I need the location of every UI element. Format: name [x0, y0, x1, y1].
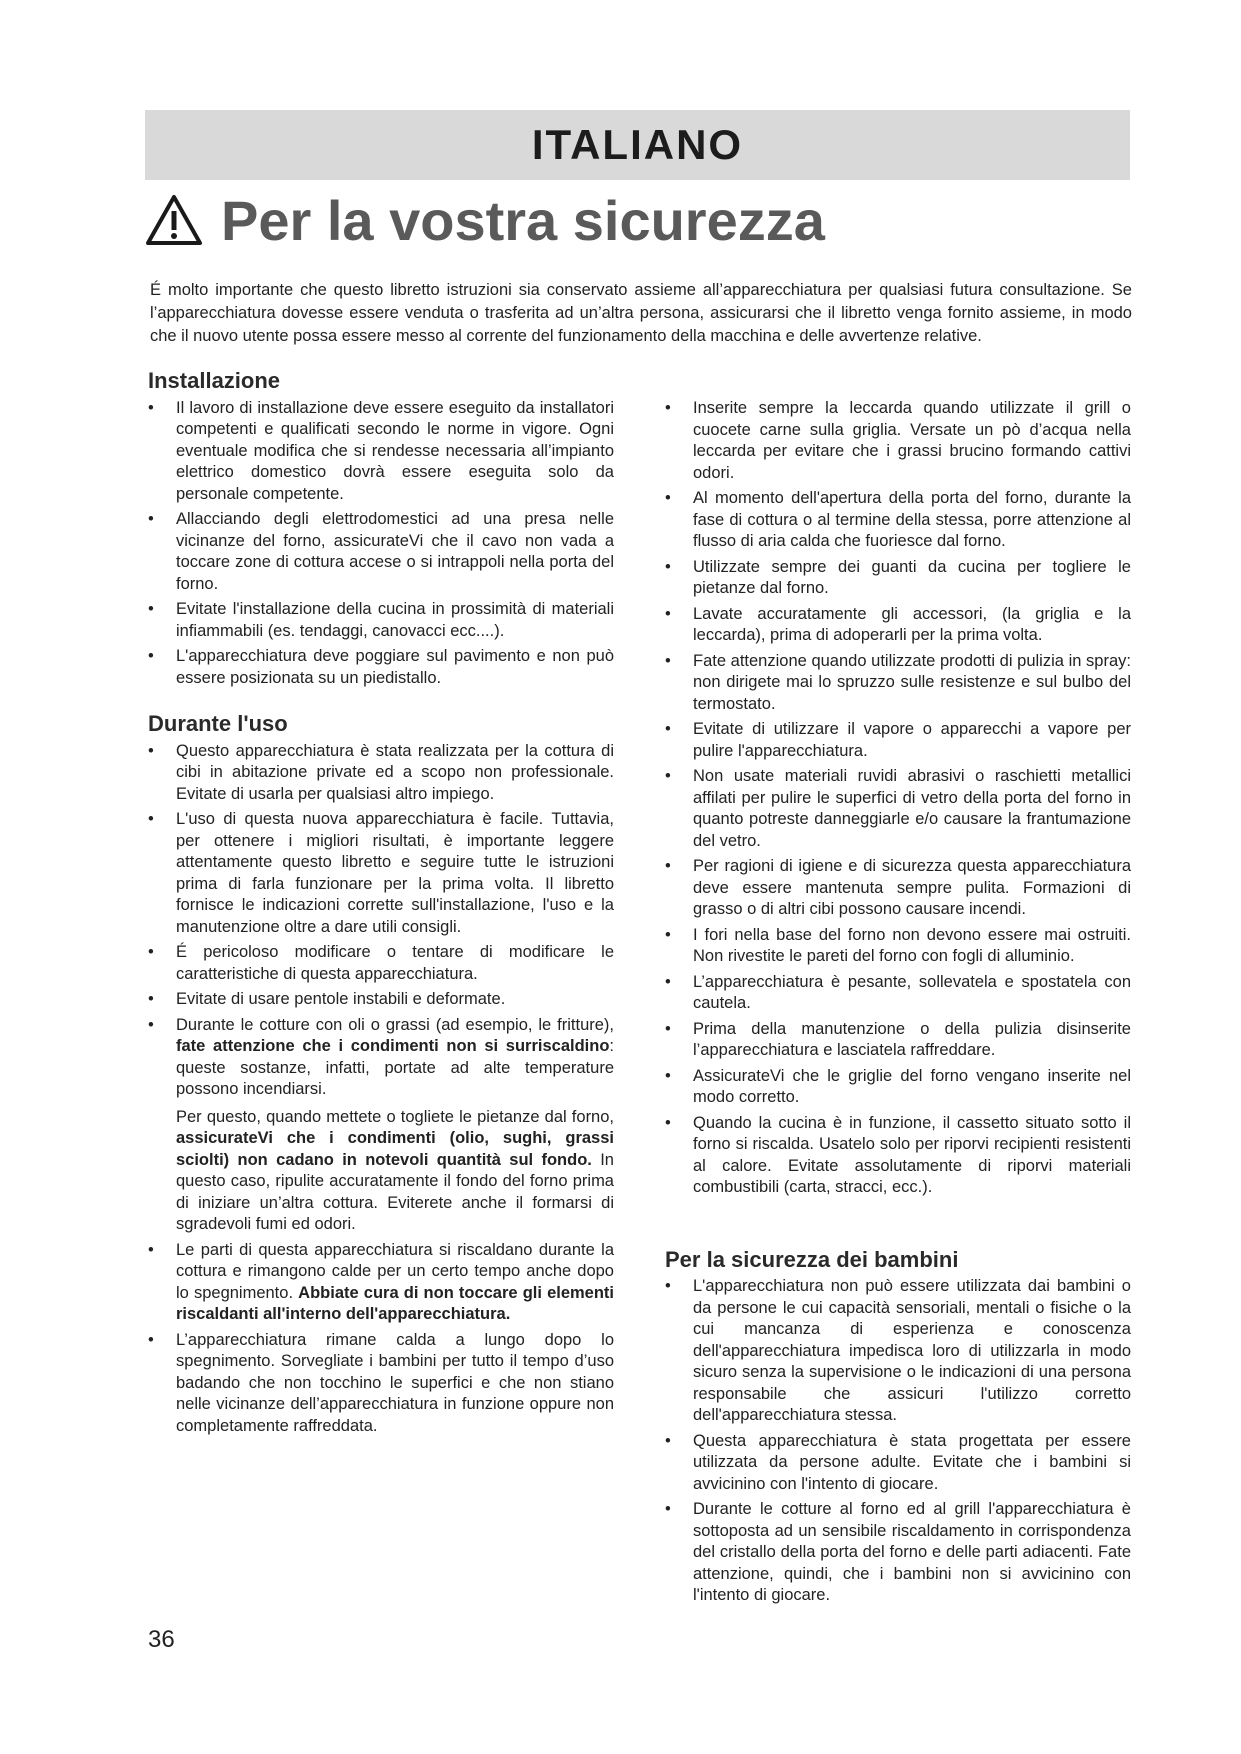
- list-item-hot: [148, 1240, 614, 1326]
- page-number: 36: [148, 1626, 175, 1653]
- list-item: • Prima della manutenzione o della pulizia disinserite l’apparecchiatura e lasciatela raffreddare.: [665, 1019, 1131, 1062]
- list-item: • Fate attenzione quando utilizzate prodotti di pulizia in spray: non dirigete mai lo spruzzo sulle resistenze e sul bulbo del termostato.: [665, 651, 1131, 716]
- list-item: • Il lavoro di installazione deve essere eseguito da installatori competenti e qualificati secondo le norme in vigore. Ogni eventuale modifica che si rendesse necessaria all’impianto elettrico domestico dovrà essere eseguita solo da personale competente.: [148, 398, 614, 506]
- uso-heading: Durante l'uso: [148, 711, 288, 736]
- left-column: [148, 370, 614, 1461]
- uso-list-continued: [665, 398, 1131, 1199]
- page-headline: [145, 185, 825, 255]
- list-item: • Utilizzate sempre dei guanti da cucina per togliere le pietanze dal forno.: [665, 557, 1131, 600]
- hot-text: Le parti di questa apparecchiatura si riscaldano durante la cottura e rimangono calde per un certo tempo anche dopo lo spegnimento.: [176, 1240, 614, 1302]
- bambini-section: [665, 1246, 1131, 1607]
- list-item: • Allacciando degli elettrodomestici ad una presa nelle vicinanze del forno, assicurateVi che il cavo non vada a toccare zone di cottura accese o si intrappoli nella porta del forno.: [148, 509, 614, 595]
- installazione-list: [148, 398, 614, 690]
- intro-paragraph: É molto importante che questo libretto istruzioni sia conservato assieme all’apparecchiatura per qualsiasi futura consultazione. Se l’apparecchiatura dovesse essere venduta o trasferita ad un’altra persona, assicurarsi che il libretto venga fornito assieme, in modo che il nuovo utente possa essere messo al corrente del funzionamento della macchina e delle avvertenze relative.: [150, 280, 1132, 345]
- list-item: • L’apparecchiatura è pesante, sollevatela e spostatela con cautela.: [665, 972, 1131, 1015]
- list-item: • L’apparecchiatura rimane calda a lungo dopo lo spegnimento. Sorvegliate i bambini per tutto il tempo d’uso badando che non tocchino le superfici e che non stiano nelle vicinanze dell’apparecchiatura in funzione oppure non completamente raffreddata.: [148, 1330, 614, 1438]
- bambini-list: [665, 1276, 1131, 1607]
- hot-warning: Abbiate cura di non toccare gli elementi riscaldanti all'interno dell'apparecchiatura.: [176, 1283, 615, 1323]
- warning-icon: [145, 194, 203, 246]
- list-item: • L'apparecchiatura non può essere utilizzata dai bambini o da persone le cui capacità sensoriali, mentali o fisiche o la cui mancanza di esperienza e conoscenza dell'apparecchiatura impedisca loro di utilizzarla in modo sicuro senza la supervisione o le indicazioni di una persona responsabile che assicuri l'utilizzo corretto dell'apparecchiatura stessa.: [665, 1276, 1131, 1427]
- list-item: • Per ragioni di igiene e di sicurezza questa apparecchiatura deve essere mantenuta sempre pulita. Formazioni di grasso o di altri cibi possono causare incendi.: [665, 856, 1131, 921]
- list-item: • I fori nella base del forno non devono essere mai ostruiti. Non rivestite le pareti del forno con fogli di alluminio.: [665, 925, 1131, 968]
- frying-warning: assicurateVi che i condimenti (olio, sughi, grassi sciolti) non cadano in notevoli quantità sul fondo.: [176, 1129, 614, 1169]
- uso-section: [148, 713, 614, 1437]
- right-column: [665, 398, 1131, 1631]
- frying-text: In questo caso, ripulite accuratamente il fondo del forno prima di iniziare un’altra cottura. Eviterete anche il formarsi di sgradevoli fumi ed odori.: [176, 1150, 614, 1233]
- list-item: • Evitate di utilizzare il vapore o apparecchi a vapore per pulire l'apparecchiatura.: [665, 719, 1131, 762]
- list-item: • Inserite sempre la leccarda quando utilizzate il grill o cuocete carne sulla griglia. Versate un pò d’acqua nella leccarda per evitare che i grassi brucino formando cattivi odori.: [665, 398, 1131, 484]
- installazione-heading: Installazione: [148, 368, 281, 393]
- bambini-heading: Per la sicurezza dei bambini: [665, 1246, 959, 1272]
- language-banner: [145, 110, 1130, 180]
- list-item: • Questo apparecchiatura è stata realizzata per la cottura di cibi in abitazione private ed a scopo non professionale. Evitate di usarla per qualsiasi altro impiego.: [148, 741, 614, 806]
- list-item: • É pericoloso modificare o tentare di modificare le caratteristiche di questa apparecchiatura.: [148, 942, 614, 985]
- list-item: • Questa apparecchiatura è stata progettata per essere utilizzata da persone adulte. Evitate che i bambini si avvicinino con l'intento di giocare.: [665, 1431, 1131, 1496]
- frying-paragraph-2: [176, 1107, 614, 1236]
- list-item: • L'apparecchiatura deve poggiare sul pavimento e non può essere posizionata su un piedistallo.: [148, 646, 614, 689]
- frying-text: Durante le cotture con oli o grassi (ad esempio, le fritture),: [176, 1015, 614, 1034]
- frying-warning: fate attenzione che i condimenti non si surriscaldino: [176, 1037, 610, 1055]
- list-item-frying: [148, 1015, 614, 1236]
- list-item: • AssicurateVi che le griglie del forno vengano inserite nel modo corretto.: [665, 1066, 1131, 1109]
- frying-text: Per questo, quando mettete o togliete le pietanze dal forno,: [176, 1107, 614, 1126]
- uso-list: [148, 741, 614, 1438]
- list-item: • Evitate di usare pentole instabili e deformate.: [148, 989, 614, 1011]
- language-title: ITALIANO: [531, 121, 744, 168]
- list-item: • Evitate l'installazione della cucina in prossimità di materiali infiammabili (es. tendaggi, canovacci ecc....).: [148, 599, 614, 642]
- list-item: • Quando la cucina è in funzione, il cassetto situato sotto il forno si riscalda. Usatelo solo per riporvi recipienti resistenti al calore. Evitate assolutamente di riporvi materiali combustibili (carta, stracci, ecc.).: [665, 1113, 1131, 1199]
- frying-text: : queste sostanze, infatti, portate ad alte temperature possono incendiarsi.: [176, 1037, 614, 1098]
- list-item: • Non usate materiali ruvidi abrasivi o raschietti metallici affilati per pulire le superfici di vetro della porta del forno in quanto potreste danneggiarle e/o causare la frantumazione del vetro.: [665, 766, 1131, 852]
- list-item: • Lavate accuratamente gli accessori, (la griglia e la leccarda), prima di adoperarli per la prima volta.: [665, 604, 1131, 647]
- list-item: • L'uso di questa nuova apparecchiatura è facile. Tuttavia, per ottenere i migliori risultati, è importante leggere attentamente questo libretto e seguire tutte le istruzioni prima di farla funzionare per la prima volta. Il libretto fornisce le indicazioni corrette sull'installazione, l'uso e la manutenzione oltre a dare utili consigli.: [148, 809, 614, 938]
- list-item: • Durante le cotture al forno ed al grill l'apparecchiatura è sottoposta ad un sensibile riscaldamento in corrispondenza del cristallo della porta del forno e delle parti adiacenti. Fate attenzione, quindi, che i bambini non si avvicinino con l'intento di giocare.: [665, 1499, 1131, 1607]
- page-title: Per la vostra sicurezza: [221, 188, 825, 252]
- list-item: • Al momento dell'apertura della porta del forno, durante la fase di cottura o al termine della stessa, porre attenzione al flusso di aria calda che fuoriesce dal forno.: [665, 488, 1131, 553]
- installazione-section: [148, 370, 614, 689]
